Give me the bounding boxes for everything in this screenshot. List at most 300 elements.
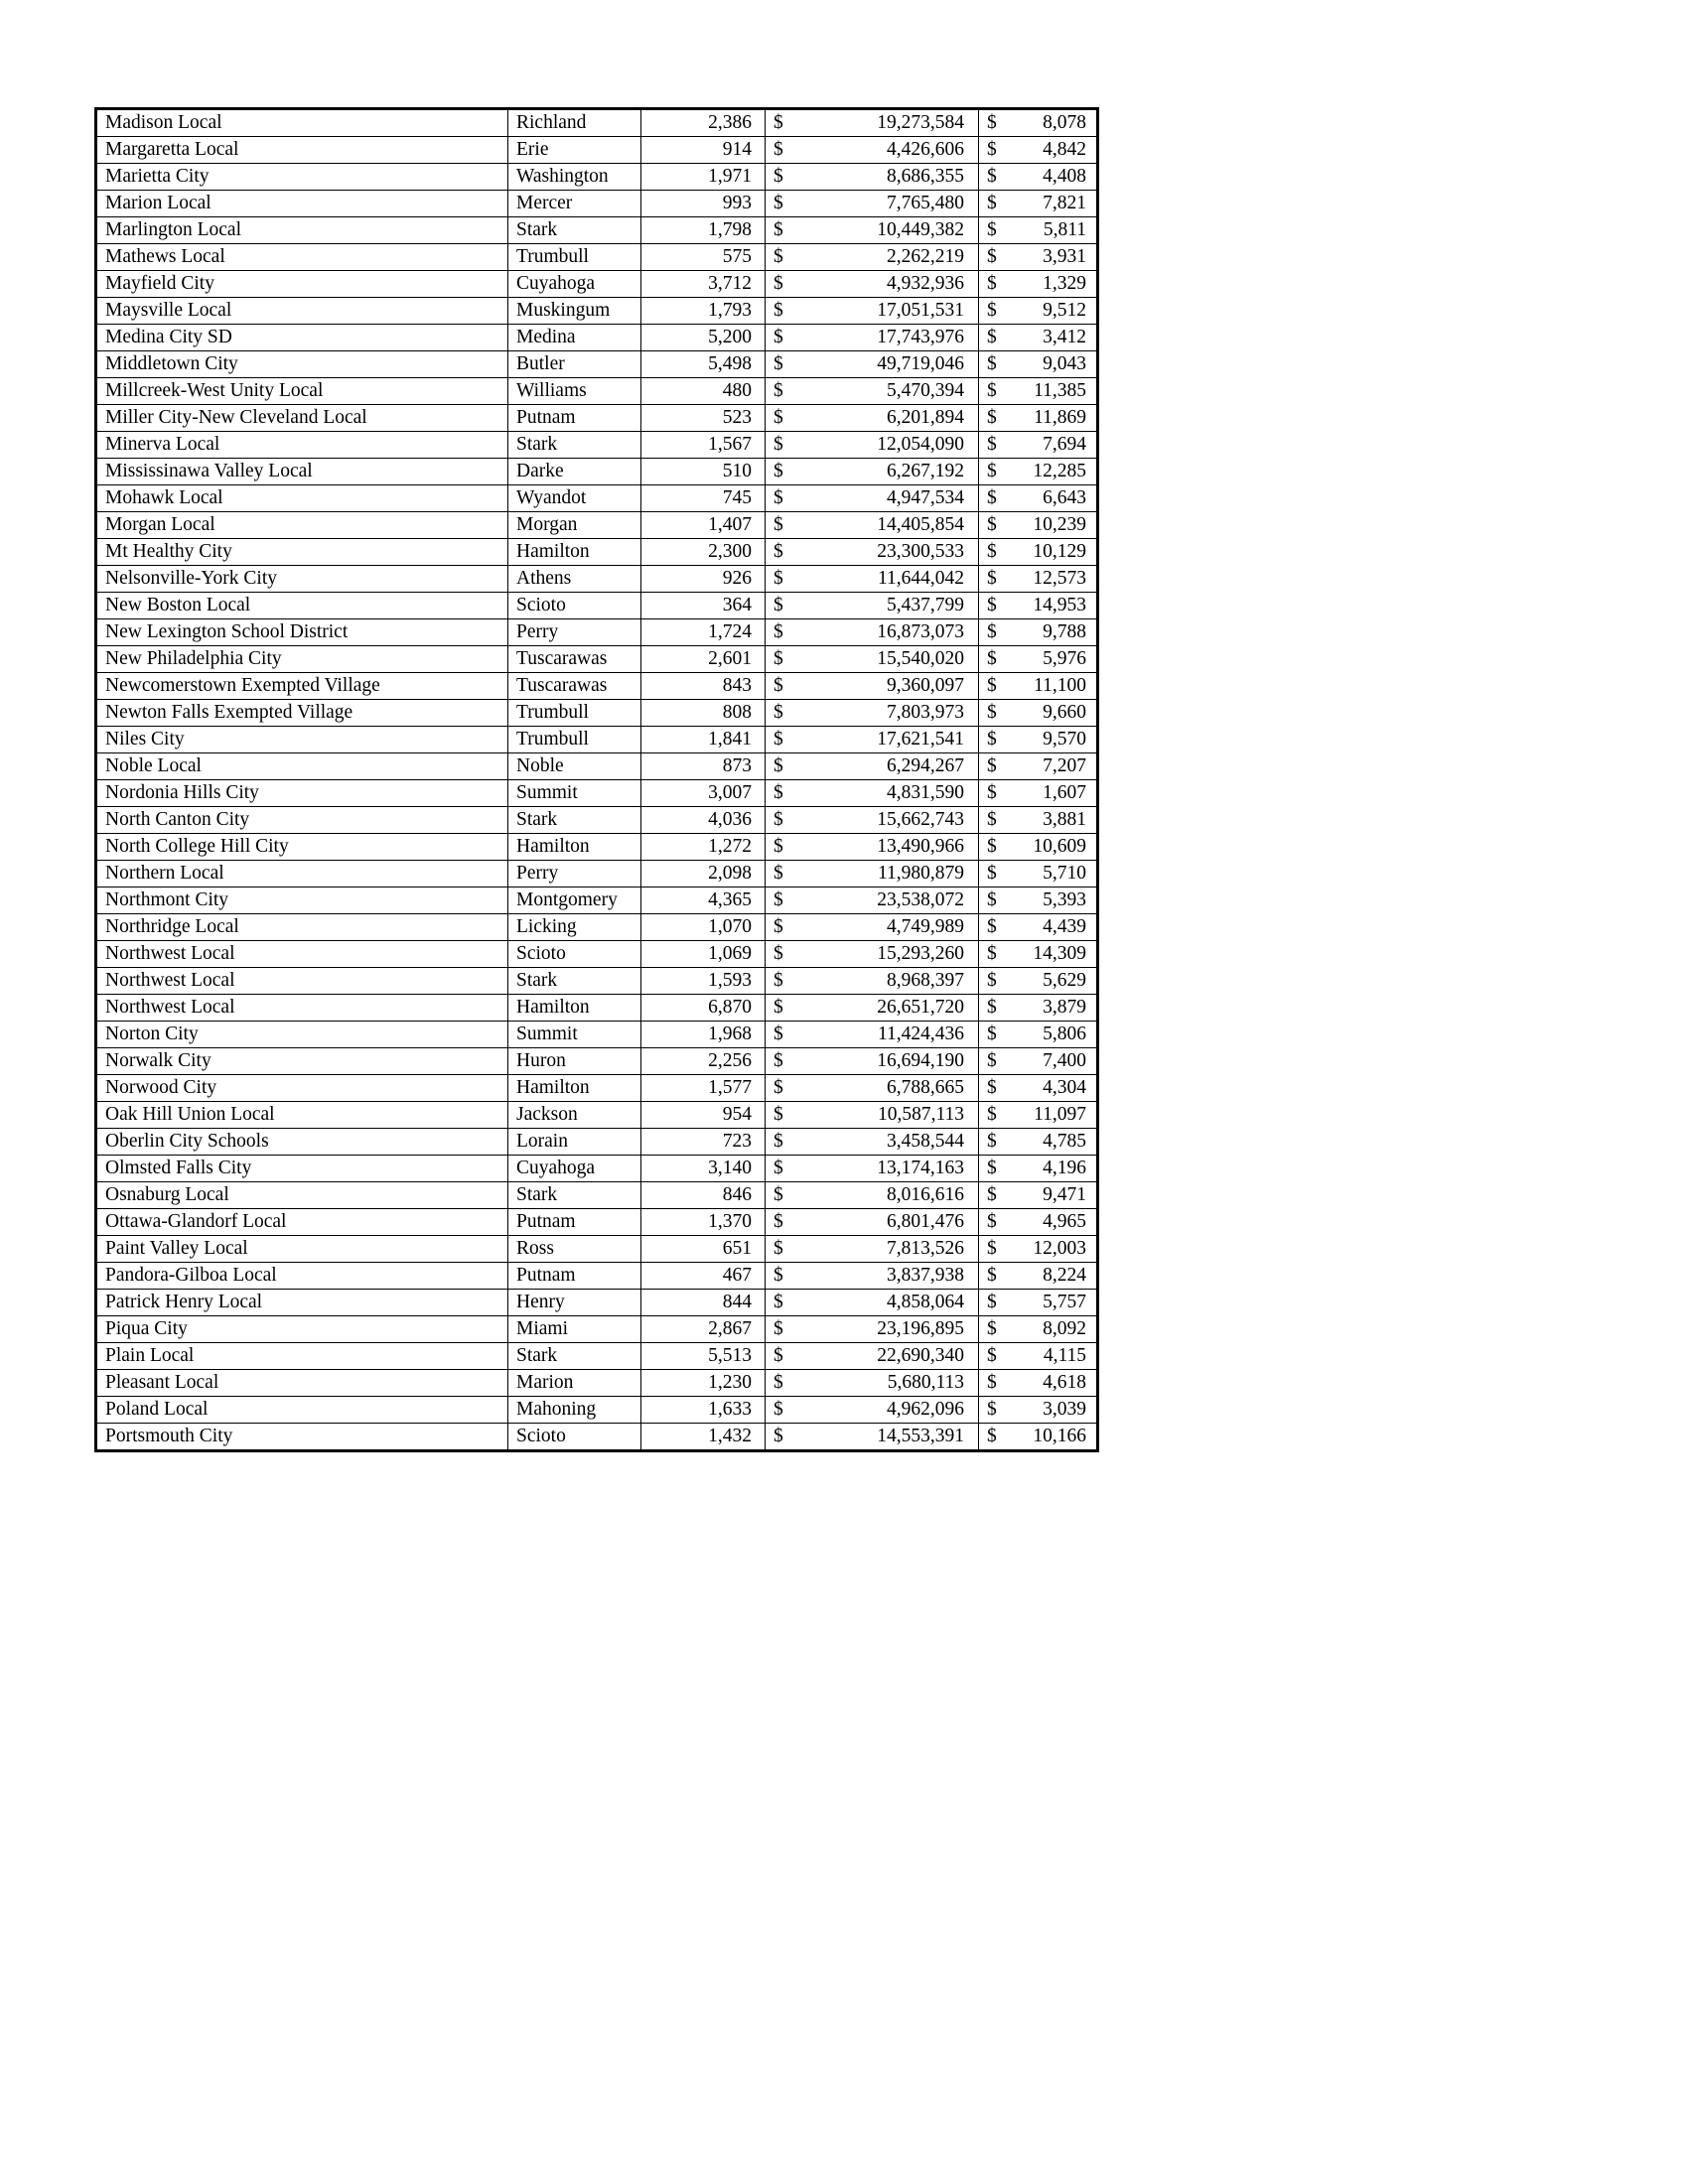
per-pupil-value: 10,609 <box>1033 836 1086 857</box>
per-pupil-cell <box>979 271 1098 298</box>
table-row <box>96 351 1098 378</box>
table-row <box>96 593 1098 619</box>
total-funding-cell <box>766 405 979 432</box>
enrollment-cell: 926 <box>641 566 766 593</box>
total-funding-value: 17,743,976 <box>877 327 964 347</box>
district-name-cell: Marietta City <box>96 164 508 191</box>
dollar-sign-icon: $ <box>987 300 997 321</box>
county-cell: Tuscarawas <box>508 646 641 673</box>
enrollment-cell: 1,633 <box>641 1397 766 1424</box>
dollar-sign-icon: $ <box>987 1265 997 1286</box>
per-pupil-value: 12,573 <box>1033 568 1086 589</box>
enrollment-cell: 510 <box>641 459 766 485</box>
district-name-cell: North College Hill City <box>96 834 508 861</box>
county-cell: Hamilton <box>508 539 641 566</box>
county-cell: Wyandot <box>508 485 641 512</box>
total-funding-value: 49,719,046 <box>877 353 964 374</box>
enrollment-cell: 723 <box>641 1129 766 1156</box>
enrollment-cell: 2,300 <box>641 539 766 566</box>
total-funding-cell <box>766 700 979 727</box>
enrollment-cell: 1,070 <box>641 914 766 941</box>
district-name-cell: Northwest Local <box>96 995 508 1022</box>
dollar-sign-icon: $ <box>774 246 783 267</box>
district-name-cell: Millcreek-West Unity Local <box>96 378 508 405</box>
dollar-sign-icon: $ <box>774 1131 783 1152</box>
enrollment-cell: 954 <box>641 1102 766 1129</box>
dollar-sign-icon: $ <box>774 1050 783 1071</box>
per-pupil-value: 4,785 <box>1043 1131 1086 1152</box>
dollar-sign-icon: $ <box>987 836 997 857</box>
total-funding-cell <box>766 807 979 834</box>
table-row <box>96 861 1098 887</box>
table-row <box>96 914 1098 941</box>
enrollment-cell: 843 <box>641 673 766 700</box>
dollar-sign-icon: $ <box>774 166 783 187</box>
table-row <box>96 566 1098 593</box>
enrollment-cell: 873 <box>641 753 766 780</box>
dollar-sign-icon: $ <box>774 1238 783 1259</box>
enrollment-cell: 480 <box>641 378 766 405</box>
total-funding-cell <box>766 109 979 137</box>
dollar-sign-icon: $ <box>774 889 783 910</box>
county-cell: Williams <box>508 378 641 405</box>
dollar-sign-icon: $ <box>774 1265 783 1286</box>
county-cell: Hamilton <box>508 995 641 1022</box>
per-pupil-value: 7,207 <box>1043 755 1086 776</box>
per-pupil-cell <box>979 941 1098 968</box>
per-pupil-cell <box>979 1316 1098 1343</box>
per-pupil-value: 7,821 <box>1043 193 1086 213</box>
district-name-cell: Patrick Henry Local <box>96 1290 508 1316</box>
dollar-sign-icon: $ <box>774 1318 783 1339</box>
per-pupil-value: 4,842 <box>1043 139 1086 160</box>
dollar-sign-icon: $ <box>987 1292 997 1312</box>
total-funding-cell <box>766 941 979 968</box>
per-pupil-value: 8,224 <box>1043 1265 1086 1286</box>
per-pupil-cell <box>979 593 1098 619</box>
per-pupil-cell <box>979 325 1098 351</box>
table-row <box>96 244 1098 271</box>
enrollment-cell: 808 <box>641 700 766 727</box>
per-pupil-value: 3,881 <box>1043 809 1086 830</box>
district-name-cell: Mayfield City <box>96 271 508 298</box>
per-pupil-value: 12,003 <box>1033 1238 1086 1259</box>
enrollment-cell: 1,567 <box>641 432 766 459</box>
dollar-sign-icon: $ <box>774 327 783 347</box>
per-pupil-cell <box>979 298 1098 325</box>
dollar-sign-icon: $ <box>774 1345 783 1366</box>
per-pupil-cell <box>979 566 1098 593</box>
per-pupil-cell <box>979 485 1098 512</box>
total-funding-cell <box>766 834 979 861</box>
per-pupil-cell <box>979 1102 1098 1129</box>
total-funding-value: 19,273,584 <box>877 112 964 133</box>
county-cell: Trumbull <box>508 244 641 271</box>
table-row <box>96 1022 1098 1048</box>
per-pupil-value: 3,931 <box>1043 246 1086 267</box>
district-table-body <box>96 109 1098 1451</box>
total-funding-cell <box>766 485 979 512</box>
district-name-cell: Oberlin City Schools <box>96 1129 508 1156</box>
per-pupil-value: 14,309 <box>1033 943 1086 964</box>
district-name-cell: Mohawk Local <box>96 485 508 512</box>
county-cell: Stark <box>508 1182 641 1209</box>
total-funding-cell <box>766 1343 979 1370</box>
table-row <box>96 834 1098 861</box>
per-pupil-cell <box>979 1048 1098 1075</box>
per-pupil-value: 10,129 <box>1033 541 1086 562</box>
enrollment-cell: 1,841 <box>641 727 766 753</box>
dollar-sign-icon: $ <box>774 1184 783 1205</box>
table-row <box>96 1182 1098 1209</box>
total-funding-value: 5,470,394 <box>887 380 964 401</box>
per-pupil-value: 4,304 <box>1043 1077 1086 1098</box>
enrollment-cell: 1,724 <box>641 619 766 646</box>
per-pupil-cell <box>979 432 1098 459</box>
county-cell: Stark <box>508 217 641 244</box>
per-pupil-value: 4,408 <box>1043 166 1086 187</box>
total-funding-value: 4,426,606 <box>887 139 964 160</box>
dollar-sign-icon: $ <box>987 246 997 267</box>
district-name-cell: Newcomerstown Exempted Village <box>96 673 508 700</box>
table-row <box>96 1236 1098 1263</box>
district-name-cell: Northmont City <box>96 887 508 914</box>
enrollment-cell: 1,230 <box>641 1370 766 1397</box>
county-cell: Medina <box>508 325 641 351</box>
dollar-sign-icon: $ <box>774 755 783 776</box>
per-pupil-value: 14,953 <box>1033 595 1086 615</box>
enrollment-cell: 1,798 <box>641 217 766 244</box>
per-pupil-cell <box>979 995 1098 1022</box>
enrollment-cell: 844 <box>641 1290 766 1316</box>
dollar-sign-icon: $ <box>774 461 783 481</box>
per-pupil-cell <box>979 191 1098 217</box>
per-pupil-cell <box>979 1182 1098 1209</box>
district-name-cell: North Canton City <box>96 807 508 834</box>
district-name-cell: Paint Valley Local <box>96 1236 508 1263</box>
dollar-sign-icon: $ <box>774 675 783 696</box>
table-row <box>96 887 1098 914</box>
total-funding-cell <box>766 271 979 298</box>
district-name-cell: Mathews Local <box>96 244 508 271</box>
per-pupil-cell <box>979 887 1098 914</box>
table-row <box>96 378 1098 405</box>
district-name-cell: Northwest Local <box>96 968 508 995</box>
per-pupil-cell <box>979 137 1098 164</box>
enrollment-cell: 364 <box>641 593 766 619</box>
per-pupil-value: 5,629 <box>1043 970 1086 991</box>
county-cell: Erie <box>508 137 641 164</box>
per-pupil-cell <box>979 164 1098 191</box>
dollar-sign-icon: $ <box>987 193 997 213</box>
enrollment-cell: 1,577 <box>641 1075 766 1102</box>
total-funding-value: 3,837,938 <box>887 1265 964 1286</box>
district-name-cell: Portsmouth City <box>96 1424 508 1451</box>
per-pupil-value: 4,115 <box>1043 1345 1086 1366</box>
county-cell: Richland <box>508 109 641 137</box>
county-cell: Hamilton <box>508 834 641 861</box>
per-pupil-cell <box>979 1129 1098 1156</box>
enrollment-cell: 4,365 <box>641 887 766 914</box>
table-row <box>96 405 1098 432</box>
county-cell: Tuscarawas <box>508 673 641 700</box>
county-cell: Trumbull <box>508 700 641 727</box>
dollar-sign-icon: $ <box>987 1184 997 1205</box>
county-cell: Washington <box>508 164 641 191</box>
dollar-sign-icon: $ <box>774 997 783 1018</box>
enrollment-cell: 846 <box>641 1182 766 1209</box>
per-pupil-value: 5,393 <box>1043 889 1086 910</box>
district-name-cell: New Philadelphia City <box>96 646 508 673</box>
dollar-sign-icon: $ <box>987 1345 997 1366</box>
total-funding-value: 8,016,616 <box>887 1184 964 1205</box>
table-row <box>96 137 1098 164</box>
total-funding-cell <box>766 1290 979 1316</box>
county-cell: Putnam <box>508 1209 641 1236</box>
total-funding-cell <box>766 1209 979 1236</box>
dollar-sign-icon: $ <box>774 970 783 991</box>
per-pupil-cell <box>979 700 1098 727</box>
dollar-sign-icon: $ <box>774 782 783 803</box>
county-cell: Huron <box>508 1048 641 1075</box>
total-funding-cell <box>766 1182 979 1209</box>
total-funding-cell <box>766 727 979 753</box>
dollar-sign-icon: $ <box>987 621 997 642</box>
district-name-cell: Piqua City <box>96 1316 508 1343</box>
total-funding-value: 9,360,097 <box>887 675 964 696</box>
per-pupil-cell <box>979 1209 1098 1236</box>
per-pupil-value: 4,618 <box>1043 1372 1086 1393</box>
district-name-cell: Margaretta Local <box>96 137 508 164</box>
district-name-cell: Mt Healthy City <box>96 539 508 566</box>
dollar-sign-icon: $ <box>987 1399 997 1420</box>
dollar-sign-icon: $ <box>987 1158 997 1178</box>
per-pupil-cell <box>979 807 1098 834</box>
dollar-sign-icon: $ <box>774 1426 783 1446</box>
per-pupil-value: 5,710 <box>1043 863 1086 884</box>
dollar-sign-icon: $ <box>774 353 783 374</box>
enrollment-cell: 1,432 <box>641 1424 766 1451</box>
total-funding-value: 10,449,382 <box>877 219 964 240</box>
enrollment-cell: 2,867 <box>641 1316 766 1343</box>
total-funding-cell <box>766 619 979 646</box>
dollar-sign-icon: $ <box>987 219 997 240</box>
table-row <box>96 1048 1098 1075</box>
county-cell: Hamilton <box>508 1075 641 1102</box>
dollar-sign-icon: $ <box>774 809 783 830</box>
dollar-sign-icon: $ <box>987 353 997 374</box>
table-row <box>96 1075 1098 1102</box>
county-cell: Stark <box>508 1343 641 1370</box>
per-pupil-cell <box>979 1263 1098 1290</box>
total-funding-value: 11,644,042 <box>877 568 964 589</box>
table-row <box>96 753 1098 780</box>
total-funding-value: 13,174,163 <box>877 1158 964 1178</box>
district-name-cell: Noble Local <box>96 753 508 780</box>
district-name-cell: Osnaburg Local <box>96 1182 508 1209</box>
dollar-sign-icon: $ <box>774 514 783 535</box>
county-cell: Licking <box>508 914 641 941</box>
enrollment-cell: 1,370 <box>641 1209 766 1236</box>
county-cell: Scioto <box>508 1424 641 1451</box>
per-pupil-cell <box>979 861 1098 887</box>
per-pupil-cell <box>979 109 1098 137</box>
table-row <box>96 1343 1098 1370</box>
total-funding-cell <box>766 351 979 378</box>
table-row <box>96 1209 1098 1236</box>
total-funding-value: 11,980,879 <box>877 863 964 884</box>
table-row <box>96 512 1098 539</box>
dollar-sign-icon: $ <box>987 514 997 535</box>
district-name-cell: Pleasant Local <box>96 1370 508 1397</box>
dollar-sign-icon: $ <box>774 1024 783 1044</box>
enrollment-cell: 4,036 <box>641 807 766 834</box>
enrollment-cell: 1,968 <box>641 1022 766 1048</box>
district-name-cell: Norwalk City <box>96 1048 508 1075</box>
dollar-sign-icon: $ <box>987 380 997 401</box>
district-name-cell: Norwood City <box>96 1075 508 1102</box>
total-funding-cell <box>766 1370 979 1397</box>
total-funding-value: 4,947,534 <box>887 487 964 508</box>
district-name-cell: Morgan Local <box>96 512 508 539</box>
district-name-cell: Newton Falls Exempted Village <box>96 700 508 727</box>
per-pupil-value: 5,811 <box>1043 219 1086 240</box>
per-pupil-cell <box>979 968 1098 995</box>
per-pupil-value: 8,092 <box>1043 1318 1086 1339</box>
total-funding-value: 6,801,476 <box>887 1211 964 1232</box>
per-pupil-cell <box>979 727 1098 753</box>
total-funding-cell <box>766 887 979 914</box>
per-pupil-value: 1,329 <box>1043 273 1086 294</box>
per-pupil-cell <box>979 1022 1098 1048</box>
dollar-sign-icon: $ <box>774 595 783 615</box>
total-funding-cell <box>766 1156 979 1182</box>
district-name-cell: Miller City-New Cleveland Local <box>96 405 508 432</box>
per-pupil-cell <box>979 378 1098 405</box>
total-funding-cell <box>766 780 979 807</box>
per-pupil-cell <box>979 512 1098 539</box>
per-pupil-value: 3,412 <box>1043 327 1086 347</box>
dollar-sign-icon: $ <box>987 997 997 1018</box>
per-pupil-value: 9,512 <box>1043 300 1086 321</box>
total-funding-cell <box>766 968 979 995</box>
total-funding-value: 4,858,064 <box>887 1292 964 1312</box>
per-pupil-cell <box>979 539 1098 566</box>
total-funding-value: 8,968,397 <box>887 970 964 991</box>
table-row <box>96 298 1098 325</box>
total-funding-value: 11,424,436 <box>877 1024 964 1044</box>
dollar-sign-icon: $ <box>774 541 783 562</box>
dollar-sign-icon: $ <box>987 916 997 937</box>
county-cell: Henry <box>508 1290 641 1316</box>
dollar-sign-icon: $ <box>774 1077 783 1098</box>
dollar-sign-icon: $ <box>987 595 997 615</box>
table-row <box>96 109 1098 137</box>
total-funding-cell <box>766 914 979 941</box>
enrollment-cell: 1,407 <box>641 512 766 539</box>
dollar-sign-icon: $ <box>987 327 997 347</box>
total-funding-value: 4,932,936 <box>887 273 964 294</box>
dollar-sign-icon: $ <box>774 380 783 401</box>
dollar-sign-icon: $ <box>774 943 783 964</box>
total-funding-value: 6,201,894 <box>887 407 964 428</box>
dollar-sign-icon: $ <box>987 1024 997 1044</box>
total-funding-cell <box>766 1075 979 1102</box>
total-funding-cell <box>766 539 979 566</box>
total-funding-value: 10,587,113 <box>877 1104 964 1125</box>
total-funding-value: 17,051,531 <box>877 300 964 321</box>
per-pupil-value: 4,196 <box>1043 1158 1086 1178</box>
dollar-sign-icon: $ <box>987 943 997 964</box>
total-funding-value: 12,054,090 <box>877 434 964 455</box>
total-funding-value: 2,262,219 <box>887 246 964 267</box>
county-cell: Butler <box>508 351 641 378</box>
total-funding-cell <box>766 995 979 1022</box>
enrollment-cell: 5,498 <box>641 351 766 378</box>
total-funding-cell <box>766 325 979 351</box>
county-cell: Montgomery <box>508 887 641 914</box>
per-pupil-value: 4,439 <box>1043 916 1086 937</box>
total-funding-value: 5,437,799 <box>887 595 964 615</box>
total-funding-value: 4,962,096 <box>887 1399 964 1420</box>
table-row <box>96 1263 1098 1290</box>
enrollment-cell: 575 <box>641 244 766 271</box>
county-cell: Perry <box>508 861 641 887</box>
dollar-sign-icon: $ <box>774 702 783 723</box>
enrollment-cell: 1,272 <box>641 834 766 861</box>
dollar-sign-icon: $ <box>774 112 783 133</box>
table-row <box>96 1397 1098 1424</box>
total-funding-value: 7,813,526 <box>887 1238 964 1259</box>
table-row <box>96 1316 1098 1343</box>
enrollment-cell: 1,971 <box>641 164 766 191</box>
dollar-sign-icon: $ <box>987 863 997 884</box>
dollar-sign-icon: $ <box>774 621 783 642</box>
total-funding-value: 5,680,113 <box>887 1372 964 1393</box>
per-pupil-cell <box>979 619 1098 646</box>
total-funding-cell <box>766 164 979 191</box>
dollar-sign-icon: $ <box>774 729 783 750</box>
total-funding-value: 17,621,541 <box>877 729 964 750</box>
per-pupil-value: 5,806 <box>1043 1024 1086 1044</box>
district-name-cell: Middletown City <box>96 351 508 378</box>
total-funding-value: 3,458,544 <box>887 1131 964 1152</box>
enrollment-cell: 1,793 <box>641 298 766 325</box>
enrollment-cell: 5,200 <box>641 325 766 351</box>
enrollment-cell: 1,069 <box>641 941 766 968</box>
total-funding-cell <box>766 378 979 405</box>
table-row <box>96 164 1098 191</box>
table-row <box>96 673 1098 700</box>
per-pupil-cell <box>979 780 1098 807</box>
total-funding-cell <box>766 566 979 593</box>
dollar-sign-icon: $ <box>987 702 997 723</box>
per-pupil-cell <box>979 1290 1098 1316</box>
dollar-sign-icon: $ <box>987 1426 997 1446</box>
enrollment-cell: 467 <box>641 1263 766 1290</box>
per-pupil-value: 11,097 <box>1034 1104 1086 1125</box>
per-pupil-value: 3,879 <box>1043 997 1086 1018</box>
enrollment-cell: 745 <box>641 485 766 512</box>
enrollment-cell: 1,593 <box>641 968 766 995</box>
dollar-sign-icon: $ <box>987 112 997 133</box>
district-name-cell: Medina City SD <box>96 325 508 351</box>
dollar-sign-icon: $ <box>774 139 783 160</box>
dollar-sign-icon: $ <box>987 487 997 508</box>
per-pupil-value: 1,607 <box>1043 782 1086 803</box>
per-pupil-cell <box>979 646 1098 673</box>
total-funding-cell <box>766 1424 979 1451</box>
